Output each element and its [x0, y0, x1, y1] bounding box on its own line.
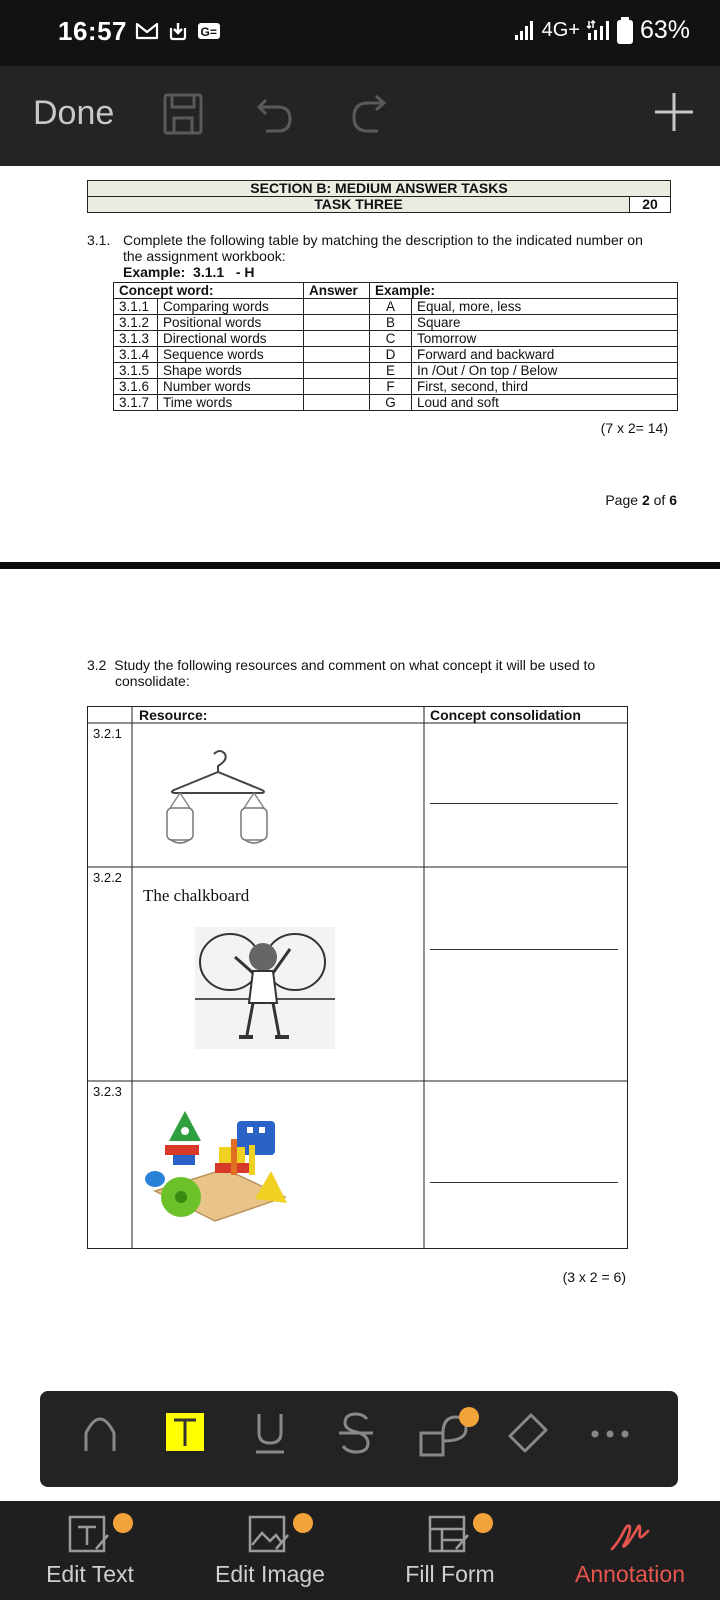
- answer-cell[interactable]: [304, 331, 370, 347]
- example-letter: C: [370, 331, 412, 347]
- edit-text-icon: [68, 1513, 112, 1555]
- example-letter: A: [370, 299, 412, 315]
- concept-word: Directional words: [158, 331, 304, 347]
- concept-number: 3.1.6: [114, 379, 158, 395]
- page-current: 2: [641, 492, 650, 508]
- nav-label: Edit Image: [215, 1561, 325, 1587]
- concept-word: Time words: [158, 395, 304, 411]
- answer-cell[interactable]: [304, 395, 370, 411]
- concept-word: Number words: [158, 379, 304, 395]
- fill-form-icon: [428, 1513, 472, 1555]
- row-number: 3.2.3: [93, 1084, 122, 1099]
- premium-crown-icon: [473, 1513, 493, 1533]
- example-letter: F: [370, 379, 412, 395]
- redo-icon[interactable]: [348, 92, 388, 136]
- concept-row: [114, 379, 678, 395]
- concept-word: Positional words: [158, 315, 304, 331]
- answer-cell[interactable]: [304, 299, 370, 315]
- add-icon[interactable]: [652, 90, 696, 134]
- status-time: 16:57: [58, 16, 127, 46]
- example-text: In /Out / On top / Below: [412, 363, 678, 379]
- concept-number: 3.1.7: [114, 395, 158, 411]
- hanger-balance-image: [162, 746, 272, 856]
- chalkboard-child-image: [195, 927, 335, 1049]
- document-page-1: [0, 166, 720, 562]
- signal-2-icon: [586, 20, 610, 42]
- bottom-nav: [0, 1501, 720, 1600]
- example-letter: D: [370, 347, 412, 363]
- premium-crown-icon: [293, 1513, 313, 1533]
- answer-cell[interactable]: [304, 347, 370, 363]
- signal-icon: [514, 20, 536, 42]
- highlight-icon[interactable]: [166, 1413, 204, 1451]
- top-toolbar: [0, 66, 720, 166]
- pen-icon[interactable]: [82, 1411, 118, 1453]
- annotation-icon: [608, 1513, 652, 1555]
- section-header-table: [87, 180, 671, 213]
- concept-row: [114, 299, 678, 315]
- concept-number: 3.1.2: [114, 315, 158, 331]
- more-icon[interactable]: [590, 1429, 630, 1439]
- resource-caption: The chalkboard: [143, 886, 250, 905]
- concept-row: [114, 363, 678, 379]
- question-3-1: [87, 232, 643, 248]
- question-3-2-line2: consolidate:: [115, 673, 190, 689]
- example-letter: G: [370, 395, 412, 411]
- nav-annotation[interactable]: [540, 1501, 720, 1600]
- page-prefix: Page: [605, 492, 639, 508]
- question-3-2-line1: 3.2 Study the following resources and comment on what concept it will be used to: [87, 657, 596, 673]
- page-divider: [0, 562, 720, 569]
- undo-icon[interactable]: [256, 92, 296, 136]
- row-number: 3.2.1: [93, 726, 122, 741]
- shape-tool[interactable]: [418, 1409, 482, 1459]
- answer-line[interactable]: [430, 1182, 618, 1183]
- concept-row: [114, 395, 678, 411]
- answer-line[interactable]: [430, 949, 618, 950]
- underline-icon[interactable]: [254, 1411, 286, 1455]
- example-text: Forward and backward: [412, 347, 678, 363]
- status-right: [514, 16, 690, 45]
- example-text: Square: [412, 315, 678, 331]
- concept-number: 3.1.1: [114, 299, 158, 315]
- example-text: First, second, third: [412, 379, 678, 395]
- page-indicator: [605, 492, 677, 508]
- marks-note-3-1: (7 x 2= 14): [600, 420, 668, 436]
- answer-cell[interactable]: [304, 363, 370, 379]
- header-resource: Resource:: [139, 707, 208, 723]
- header-example: Example:: [370, 283, 678, 299]
- row-number: 3.2.2: [93, 870, 122, 885]
- status-bar: [0, 0, 720, 66]
- page-total: 6: [669, 492, 677, 508]
- strikethrough-icon[interactable]: [338, 1411, 374, 1455]
- eraser-icon[interactable]: [506, 1411, 548, 1455]
- save-icon[interactable]: [162, 92, 204, 136]
- answer-cell[interactable]: [304, 379, 370, 395]
- annotation-toolbar: [40, 1391, 678, 1487]
- battery-icon: [616, 17, 634, 45]
- battery-level: 63%: [639, 16, 690, 44]
- concept-word: Comparing words: [158, 299, 304, 315]
- concept-number: 3.1.3: [114, 331, 158, 347]
- premium-crown-icon: [459, 1407, 479, 1427]
- header-concept: Concept word:: [114, 283, 304, 299]
- concept-row: [114, 331, 678, 347]
- example-line: Example: 3.1.1 - H: [123, 264, 255, 280]
- premium-crown-icon: [113, 1513, 133, 1533]
- concept-row: [114, 347, 678, 363]
- edit-image-icon: [248, 1513, 292, 1555]
- download-icon: [167, 20, 189, 42]
- example-text: Tomorrow: [412, 331, 678, 347]
- network-type: 4G+: [541, 19, 580, 41]
- task-marks: 20: [630, 197, 671, 213]
- question-text-line1: Complete the following table by matching the description to the indicated number on: [123, 232, 643, 248]
- nav-label: Edit Text: [46, 1561, 134, 1587]
- done-button[interactable]: Done: [33, 94, 115, 132]
- task-title: TASK THREE: [88, 197, 630, 213]
- header-answer: Answer: [304, 283, 370, 299]
- answer-cell[interactable]: [304, 315, 370, 331]
- app-badge-icon: [197, 21, 221, 41]
- svg-text:G=: G=: [200, 25, 217, 39]
- document-page-2: [0, 569, 720, 1391]
- example-text: Equal, more, less: [412, 299, 678, 315]
- marks-note-3-2: (3 x 2 = 6): [562, 1269, 626, 1285]
- shape-sorter-image: [145, 1099, 291, 1223]
- resource-table: [87, 706, 628, 1249]
- notification-icons: [135, 20, 221, 42]
- concept-number: 3.1.4: [114, 347, 158, 363]
- nav-fill-form[interactable]: [360, 1501, 540, 1600]
- nav-label: Annotation: [575, 1561, 685, 1587]
- gmail-icon: [135, 21, 159, 41]
- example-letter: E: [370, 363, 412, 379]
- header-concept-consolidation: Concept consolidation: [430, 707, 581, 723]
- nav-label: Fill Form: [405, 1561, 495, 1587]
- concept-row: [114, 315, 678, 331]
- question-number: 3.1.: [87, 232, 111, 248]
- example-text: Loud and soft: [412, 395, 678, 411]
- page-of: of: [653, 492, 666, 508]
- concept-word: Shape words: [158, 363, 304, 379]
- section-title: SECTION B: MEDIUM ANSWER TASKS: [88, 181, 671, 197]
- nav-edit-image[interactable]: [180, 1501, 360, 1600]
- concept-word-table: [113, 282, 678, 411]
- concept-number: 3.1.5: [114, 363, 158, 379]
- answer-line[interactable]: [430, 803, 618, 804]
- concept-word: Sequence words: [158, 347, 304, 363]
- nav-edit-text[interactable]: [0, 1501, 180, 1600]
- question-text-line2: the assignment workbook:: [123, 248, 286, 264]
- example-letter: B: [370, 315, 412, 331]
